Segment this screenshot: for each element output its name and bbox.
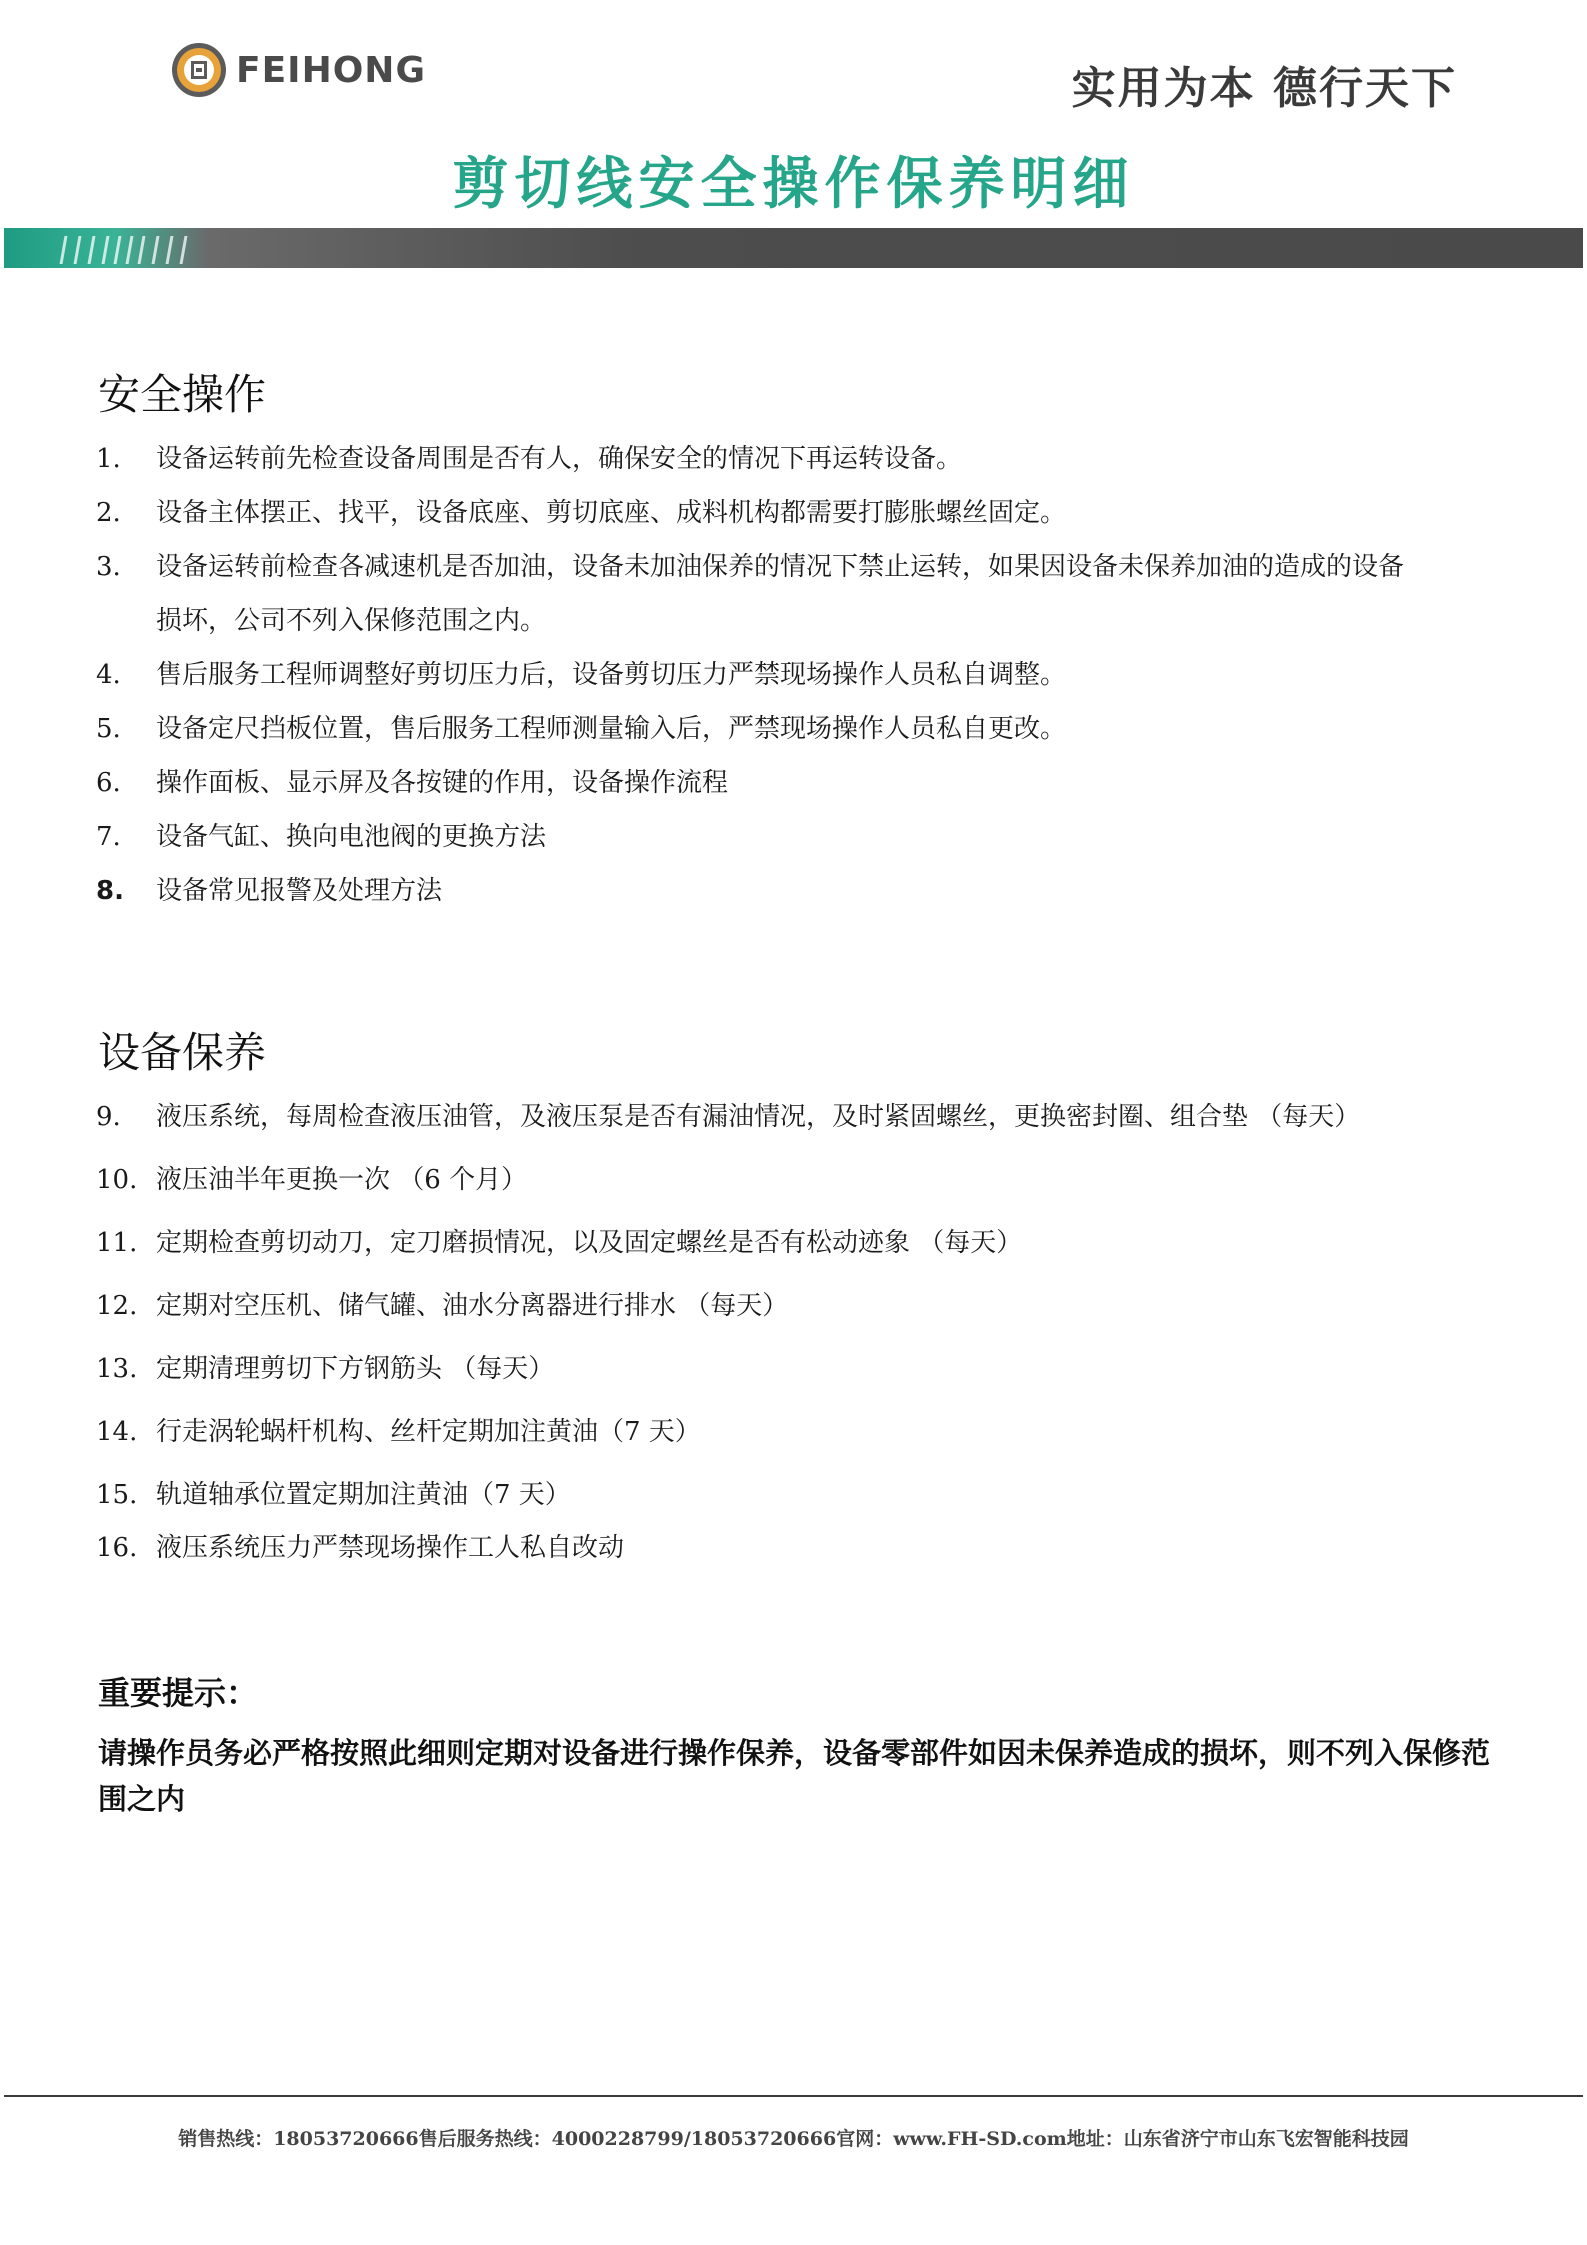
list-item: 6. 操作面板、显示屏及各按键的作用，设备操作流程 [96,768,729,798]
notice-body: 请操作员务必严格按照此细则定期对设备进行操作保养，设备零部件如因未保养造成的损坏，则不列入保修范围之内 [98,1736,1491,1816]
list-item: 16. 液压系统压力严禁现场操作工人私自改动 [96,1533,625,1563]
section-heading-safety: 安全操作 [98,370,267,419]
section-heading-maintenance: 设备保养 [98,1028,267,1077]
list-item: 15. 轨道轴承位置定期加注黄油（7 天） [96,1480,571,1510]
list-item: 7. 设备气缸、换向电池阀的更换方法 [96,822,547,852]
list-item: 14. 行走涡轮蜗杆机构、丝杆定期加注黄油（7 天） [96,1417,701,1447]
list-item: 5. 设备定尺挡板位置，售后服务工程师测量输入后，严禁现场操作人员私自更改。 [96,714,1067,744]
list-item: 12. 定期对空压机、储气罐、油水分离器进行排水 （每天） [96,1291,789,1321]
list-item: 4. 售后服务工程师调整好剪切压力后，设备剪切压力严禁现场操作人员私自调整。 [96,660,1067,690]
list-item: 8. 设备常见报警及处理方法 [96,876,443,906]
header-divider-band [4,228,1583,268]
list-item: 2. 设备主体摆正、找平，设备底座、剪切底座、成料机构都需要打膨胀螺丝固定。 [96,498,1067,528]
list-item: 1. 设备运转前先检查设备周围是否有人，确保安全的情况下再运转设备。 [96,444,963,474]
company-slogan: 实用为本 德行天下 [1071,63,1457,114]
list-item: 10. 液压油半年更换一次 （6 个月） [96,1165,528,1195]
list-item: 3. 设备运转前检查各减速机是否加油，设备未加油保养的情况下禁止运转，如果因设备未保养加油的造成的设备 [96,552,1405,582]
footer-divider [4,2095,1583,2097]
feihong-logo-icon [172,43,226,97]
list-item: 9. 液压系统，每周检查液压油管，及液压泵是否有漏油情况，及时紧固螺丝，更换密封圈、组合垫 （每天） [96,1102,1361,1132]
list-item-continuation: 损坏，公司不列入保修范围之内。 [156,606,547,636]
brand-name: FEIHONG [236,49,426,91]
footer-contact-info: 销售热线：18053720666售后服务热线：4000228799/18053720666官网：www.FH-SD.com地址：山东省济宁市山东飞宏智能科技园 [178,2128,1409,2150]
notice-heading: 重要提示： [98,1674,259,1712]
page-title: 剪切线安全操作保养明细 [452,151,1135,217]
list-item: 13. 定期清理剪切下方钢筋头 （每天） [96,1354,555,1384]
list-item: 11. 定期检查剪切动刀，定刀磨损情况，以及固定螺丝是否有松动迹象 （每天） [96,1228,1023,1258]
company-logo [172,42,426,98]
